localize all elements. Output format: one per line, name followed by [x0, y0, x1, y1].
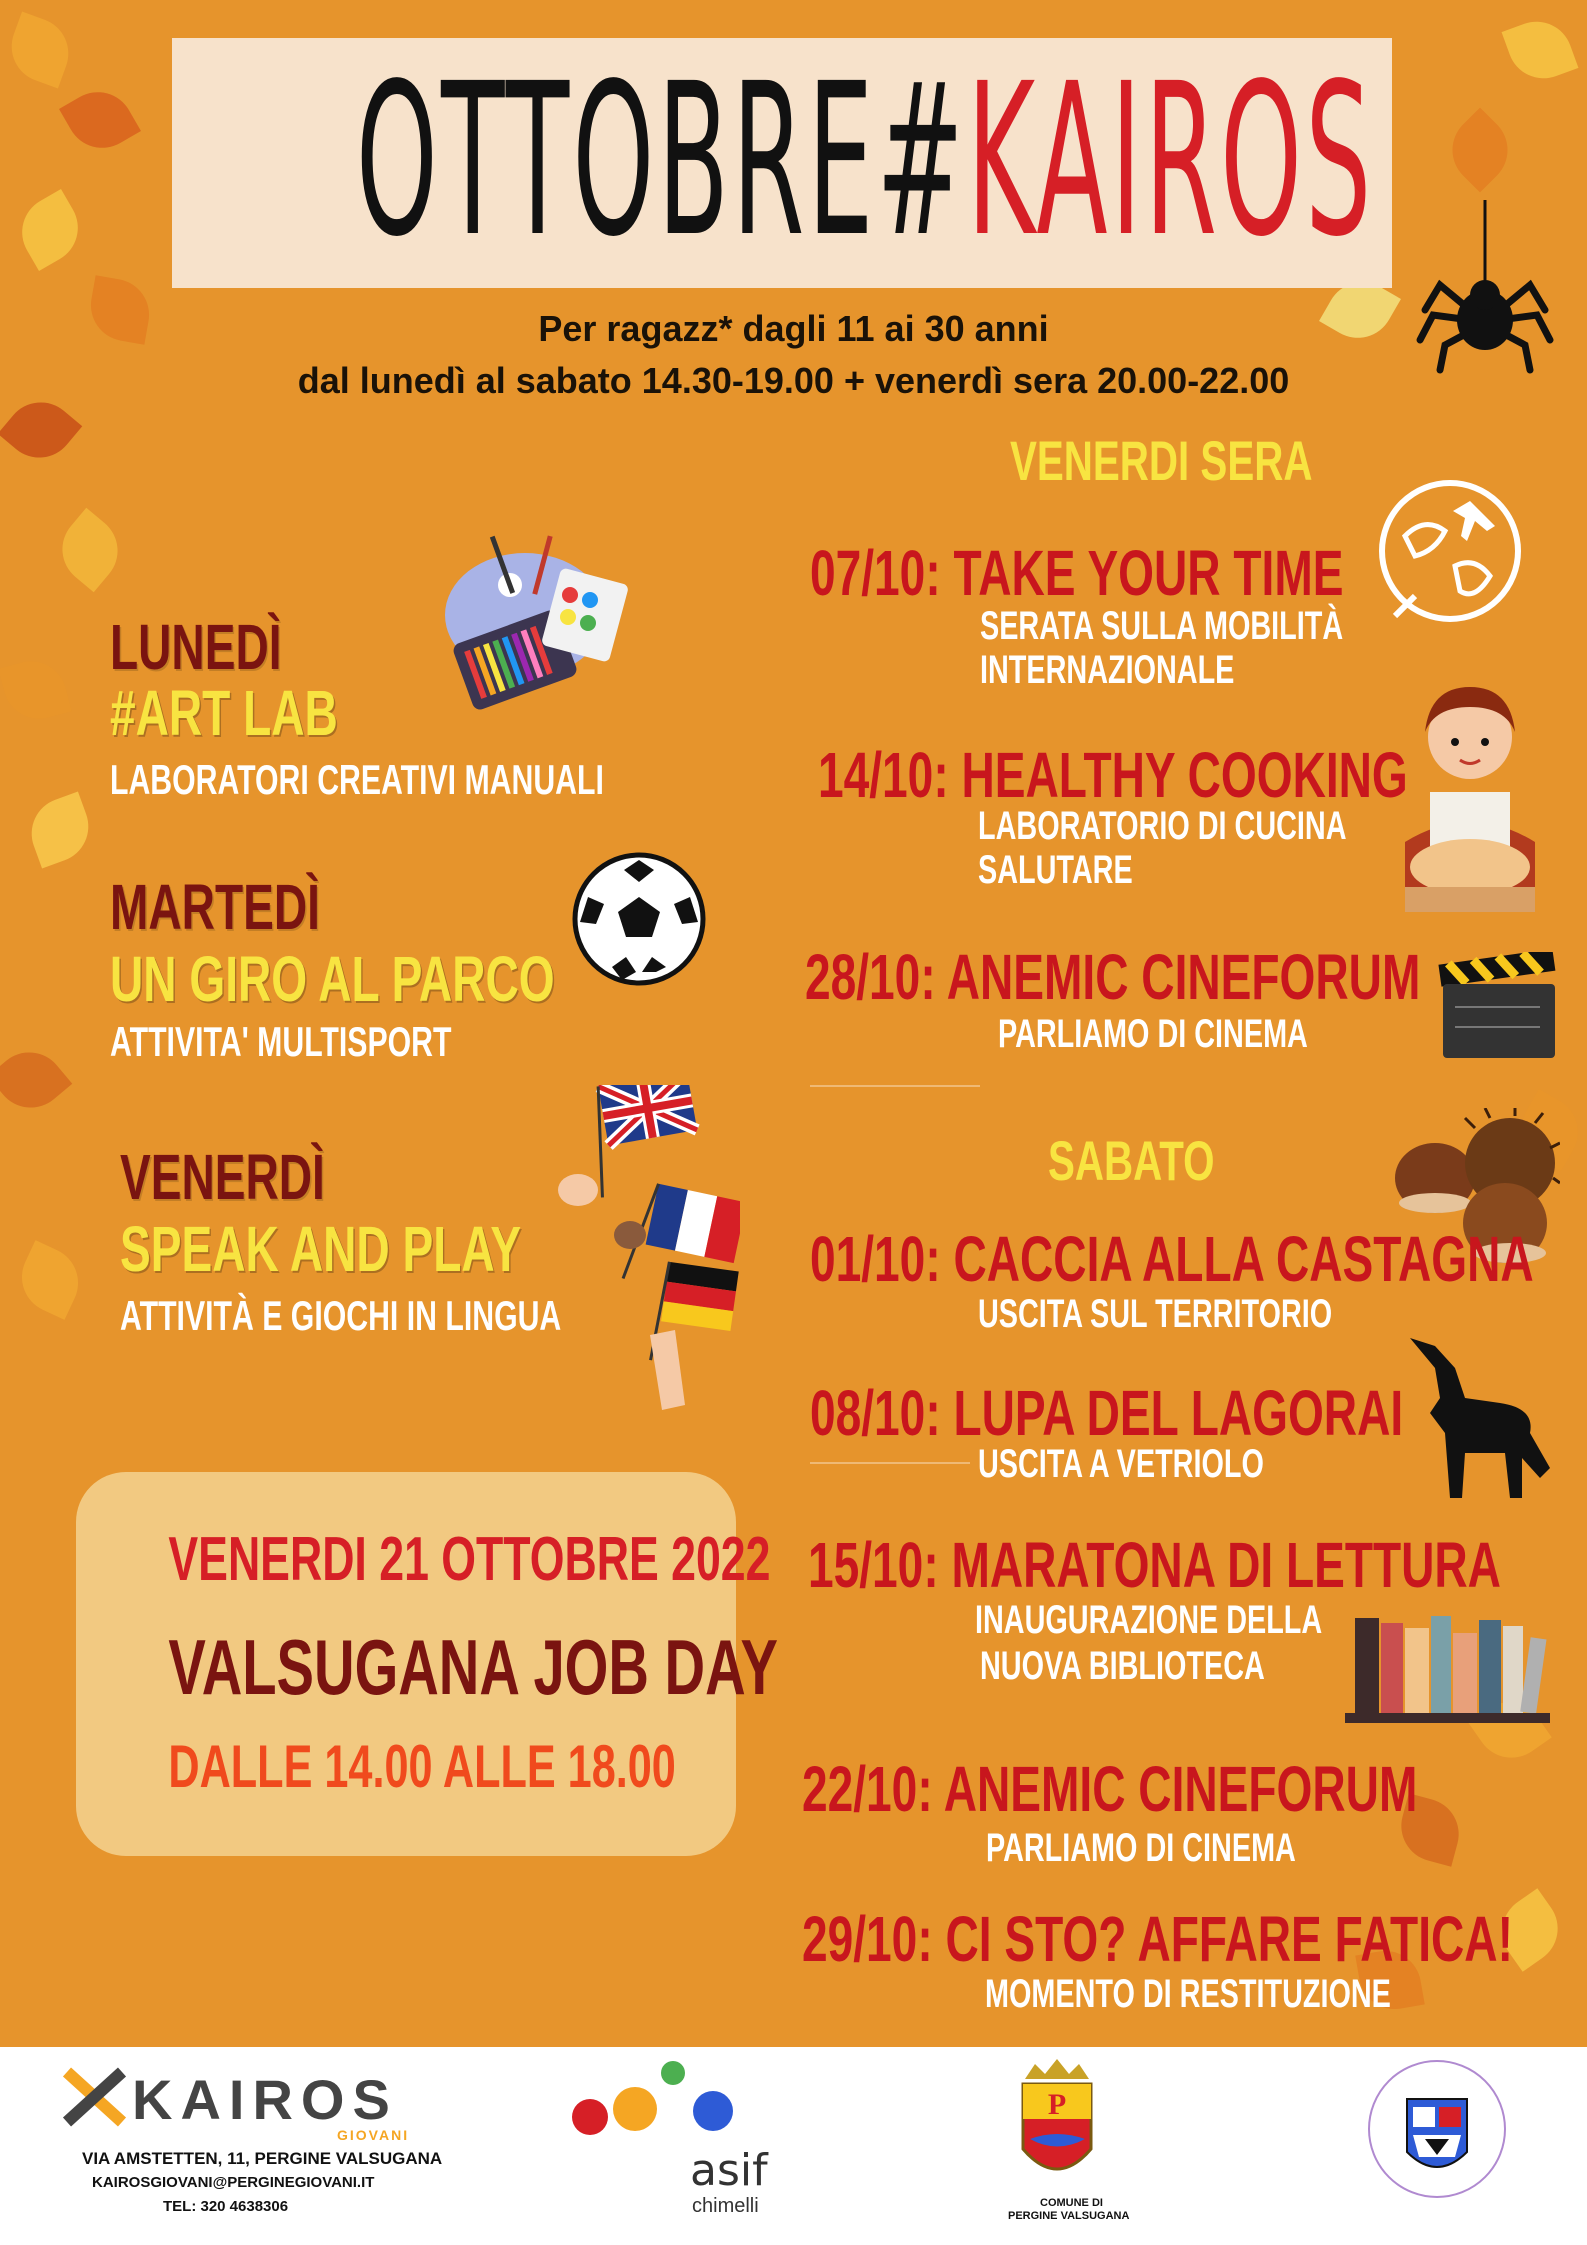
event-title-cineforum-1: 28/10: ANEMIC CINEFORUM — [805, 941, 1421, 1013]
event-title-castagna: 01/10: CACCIA ALLA CASTAGNA — [810, 1223, 1534, 1295]
wolf-icon — [1390, 1338, 1560, 1503]
event-desc-cinema-2: PARLIAMO DI CINEMA — [986, 1826, 1296, 1870]
globe-plane-icon — [1375, 476, 1525, 626]
event-desc-cucina-1: LABORATORIO DI CUCINA — [978, 804, 1347, 848]
event-title-healthy-cooking: 14/10: HEALTHY COOKING — [818, 739, 1408, 811]
event-desc-restituzione: MOMENTO DI RESTITUZIONE — [985, 1972, 1391, 2016]
section-venerdi-sera: VENERDI SERA — [1010, 429, 1313, 492]
job-day-title: VALSUGANA JOB DAY — [168, 1623, 778, 1711]
weekly-day-friday: VENERDÌ — [120, 1141, 325, 1213]
event-desc-mobilita-2: INTERNAZIONALE — [980, 648, 1235, 692]
weekly-desc-multisport: ATTIVITA' MULTISPORT — [110, 1018, 452, 1065]
kairos-x-icon — [62, 2067, 132, 2127]
weekly-activity-art-lab: #ART LAB — [110, 677, 338, 749]
cook-girl-icon — [1385, 662, 1555, 912]
soccer-ball-icon — [572, 852, 706, 986]
weekly-desc-lingua: ATTIVITÀ E GIOCHI IN LINGUA — [120, 1292, 562, 1339]
divider — [810, 1462, 970, 1464]
divider — [810, 1085, 980, 1087]
event-desc-inaugurazione-2: NUOVA BIBLIOTECA — [980, 1644, 1265, 1688]
comune-label-1: COMUNE DI — [1040, 2197, 1103, 2209]
asif-dots-icon — [565, 2059, 745, 2149]
event-title-maratona: 15/10: MARATONA DI LETTURA — [808, 1529, 1501, 1601]
asif-sub: chimelli — [692, 2195, 759, 2217]
section-sabato: SABATO — [1048, 1129, 1215, 1192]
event-desc-mobilita-1: SERATA SULLA MOBILITÀ — [980, 604, 1344, 648]
weekly-desc-art-lab: LABORATORI CREATIVI MANUALI — [110, 756, 604, 803]
footer-tel: TEL: 320 4638306 — [163, 2198, 289, 2215]
spider-icon — [1415, 200, 1555, 380]
books-icon — [1345, 1608, 1550, 1723]
page-title — [172, 36, 1392, 286]
clapperboard-icon — [1435, 952, 1560, 1062]
event-title-take-your-time: 07/10: TAKE YOUR TIME — [810, 537, 1344, 609]
event-title-lupa: 08/10: LUPA DEL LAGORAI — [810, 1377, 1404, 1449]
weekly-activity-parco: UN GIRO AL PARCO — [110, 943, 555, 1015]
job-day-box — [76, 1472, 778, 1856]
weekly-day-tuesday: MARTEDÌ — [110, 871, 320, 943]
weekly-activity-speak: SPEAK AND PLAY — [120, 1213, 522, 1285]
comunita-seal-icon — [1365, 2057, 1510, 2202]
footer-address: VIA AMSTETTEN, 11, PERGINE VALSUGANA — [82, 2149, 443, 2168]
event-title-affare-fatica: 29/10: CI STO? AFFARE FATICA! — [802, 1903, 1513, 1975]
job-day-date: VENERDI 21 OTTOBRE 2022 — [168, 1525, 771, 1594]
event-title-cineforum-2: 22/10: ANEMIC CINEFORUM — [802, 1753, 1418, 1825]
event-desc-vetriolo: USCITA A VETRIOLO — [978, 1442, 1264, 1486]
subtitle-age: Per ragazz* dagli 11 ai 30 anni — [538, 308, 1049, 349]
palette-icon — [440, 535, 630, 715]
title-black: OTTOBRE# — [355, 38, 967, 283]
event-desc-cucina-2: SALUTARE — [978, 848, 1133, 892]
event-desc-inaugurazione-1: INAUGURAZIONE DELLA — [975, 1598, 1323, 1642]
asif-name: asif — [690, 2145, 768, 2196]
job-day-hours: DALLE 14.00 ALLE 18.00 — [168, 1733, 676, 1800]
event-desc-territorio: USCITA SUL TERRITORIO — [978, 1292, 1333, 1336]
footer-email: KAIROSGIOVANI@PERGINEGIOVANI.IT — [92, 2174, 375, 2191]
title-red: KAIROS — [966, 38, 1375, 283]
flags-icon — [550, 1085, 740, 1415]
footer — [0, 2047, 1587, 2245]
svg-text:P: P — [1047, 2088, 1067, 2121]
kairos-logo-text: KAIROS — [132, 2068, 398, 2131]
subtitle-hours: dal lunedì al sabato 14.30-19.00 + venerdì sera 20.00-22.00 — [297, 360, 1290, 401]
comune-label-2: PERGINE VALSUGANA — [1008, 2210, 1130, 2222]
weekly-day-monday: LUNEDÌ — [110, 611, 282, 683]
kairos-logo-sub: GIOVANI — [337, 2127, 410, 2143]
event-desc-cinema-1: PARLIAMO DI CINEMA — [998, 1012, 1308, 1056]
comune-crest-icon — [1015, 2059, 1100, 2189]
